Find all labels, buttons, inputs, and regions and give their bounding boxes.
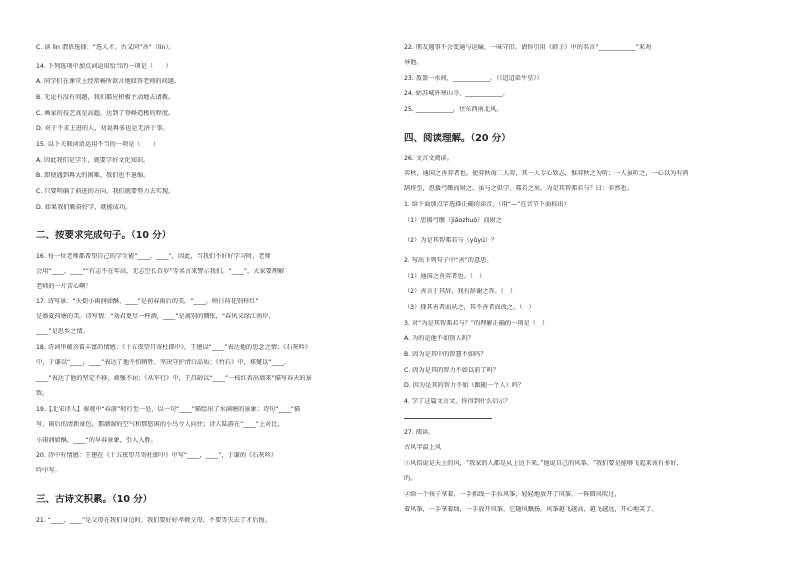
option-26-3b: B. 因为是其中的智慧不如吗？ — [404, 351, 487, 358]
question-26-1-b: （2）为是其智弗若与（yǔyú）？ — [404, 237, 498, 244]
option-14b: B. 无论有没有问题，我们都应积极主动地去请教。 — [36, 94, 175, 101]
option-14a: A. 同学们在课堂上经常畅所欲言地回答老师的问题。 — [36, 78, 181, 85]
question-26-4: 4. 学了这篇文言文，你得到什么启示？ — [404, 398, 511, 405]
question-26-title: 26. 文言文阅读。 — [404, 155, 453, 162]
question-26-2-b: （2）善言于其辞，我有辞谢之答。（ ） — [404, 288, 517, 295]
question-18-line4: 致。 — [36, 390, 49, 397]
question-17-line1: 17. 诗写景：“天街小雨润如酥，____”是初春雨后的美。“____，映日荷花别样红” — [36, 298, 259, 305]
question-26-2-c: （3）择其善者而从之，其不善者而改之。（ ） — [404, 304, 535, 311]
question-18-line1: 18. 诗词里蕴含着丰富的情感：《十五夜望月寄杜郎中》，王建以“____”表达他的思念之情；《石灰吟》 — [36, 344, 311, 351]
classical-passage-line2: 鹄将至，思援弓缴而射之。虽与之俱学，弗若之矣。为是其智弗若与？曰：非然也。 — [404, 185, 633, 192]
question-13c: C. 读 lìn 谓语选择：“选人才。古义同“吝”（lìn）。 — [36, 44, 175, 51]
section-two-heading: 二、按要求完成句子。（10 分） — [36, 230, 172, 241]
option-26-3a: A. 为的是他不如别人吗？ — [404, 335, 474, 342]
option-15c: C. 只要明确了前进的方向，我们就要努力去实现。 — [36, 188, 175, 195]
option-26-3d: D. 因为是其的智力不如（跟随一个人）吗？ — [404, 382, 525, 389]
option-15b: B. 即使遇到再大的困难，我们也不退缩。 — [36, 172, 150, 179]
section-four-heading: 四、阅读理解。（20 分） — [404, 133, 511, 144]
question-26-1-a: （1）思援弓缴（jiǎozhuó）而射之 — [404, 217, 502, 224]
answer-line — [404, 418, 492, 419]
question-16-line2: 会用“____，____”“有志不在年高，无志空长百岁”等名言来警示我们。“____”，大家要理解 — [36, 268, 285, 275]
passage-27-para2-line2: 着风筝，一手拿着线，一手放开风筝，它随风飘扬。风筝越飞越高，越飞越远，开心地笑了。 — [404, 506, 658, 513]
question-15: 15. 以下关联词语运用不当的一项是（ ） — [36, 141, 160, 148]
section-three-heading: 三、古诗文积累。（10 分） — [36, 494, 153, 505]
classical-passage-line1: 弈秋，通国之善弈者也。使弈秋诲二人弈，其一人专心致志，惟弈秋之为听；一人虽听之，一心以为有鸿 — [404, 170, 689, 177]
question-26-3: 3. 对“为是其智弗若与？”的理解正确的一项是（ ） — [404, 320, 549, 327]
question-18-line2: 中，于谦以“____，____”表达了他不怕牺牲、坚决守护清白品质；《竹石》中，郑燮以“____， — [36, 359, 291, 366]
question-22-line2: 导他。 — [404, 59, 423, 66]
question-19-line1: 19.【北宋诗人】秦观中“春游”时行至一处，以一句“____”描绘出了水满塘的景象；诗句“____”描 — [36, 406, 301, 413]
option-26-3c: C. 因为是其的智力不如以前了吗？ — [404, 367, 499, 374]
option-15d: D. 如果我们勤奋好学，就能成功。 — [36, 204, 132, 211]
option-14d: D. 对于不求上进的人，劝说再多也是无济于事。 — [36, 125, 169, 132]
question-16-line1: 16. 每一位老师都希望自己的学生能“____，____”，因此，当我们不好好学习时，老师 — [36, 253, 271, 260]
passage-27-para1-line2: 的。 — [404, 475, 417, 482]
question-21: 21. “____，____”是父母在我们身边时，我们要好好孝敬父母，不要等失去了才后悔。 — [36, 517, 271, 524]
question-18-line3: ____”表达了他的坚定不移、顽强不屈；《从军行》中，王昌龄以“____”一枝红杏出墙来”描写春天的景 — [36, 375, 312, 382]
question-24: 24. 姑苏城外寒山寺，____________。 — [404, 90, 509, 97]
question-26-1: 1. 给下面加点字选择正确的读音。（用“—”在音节下面标出） — [404, 201, 570, 208]
question-20-line1: 20. 诗中有情感：王建在《十五夜望月寄杜郎中》中写“____，____”，于谦的《石灰吟》 — [36, 452, 277, 459]
question-14: 14. 下列选项中加点词运用恰当的一项是（ ） — [36, 63, 172, 70]
question-19-line2: 写，雨后的清新景色，那潮湿的空气和那悠闲的小鸟令人向往；诗人陆游在“____”上对比。 — [36, 421, 284, 428]
passage-27-para2-line1: ②给一个孩子拿着，一手抓线一手拉风筝，轻轻地放开了风筝，一阵微风吹过， — [404, 491, 621, 498]
question-27-title: 27. 阅读。 — [404, 429, 435, 436]
question-26-2-a: （1）通国之善弈者也。（ ） — [404, 273, 486, 280]
question-20-line2: 吟中写。 — [36, 467, 61, 474]
question-17-line2: 是盛夏荷塘的美。诗写情：“劝君更尽一杯酒，____”是离别的惆怅，“春风又绿江南岸， — [36, 313, 275, 320]
question-25: 25. ____________，往东西南北风。 — [404, 106, 503, 113]
passage-27-para1-line1: ①风俗说是天上的风，“我家的人都是从上边下来，”他说自己的风筝。“我们要是能够飞起来该有多好， — [404, 460, 683, 467]
option-14c: C. 画家的技艺真是高超，达到了登峰造极的程度。 — [36, 110, 175, 117]
question-19-line3: 小雨润如酥，____“的早春景象，引人入胜。 — [36, 437, 157, 444]
question-17-line3: ____”是思乡之情。 — [36, 328, 89, 335]
question-16-line3: 老师的一片苦心啊！ — [36, 283, 92, 290]
question-26-2: 2. 写出下列句子中“善”的意思。 — [404, 257, 493, 264]
question-22-line1: 22. 朋友遇事不会变通与运输，一味守旧。请你引用《韩子》中的名言“____________”来劝 — [404, 44, 652, 51]
option-15a: A. 因此我们是学生，就要学好文化知识。 — [36, 157, 150, 164]
passage-27-title: 古风字温上风 — [404, 444, 442, 451]
question-23: 23. 盈盈一水间，____________。（《迢迢牵牛星》） — [404, 75, 543, 82]
